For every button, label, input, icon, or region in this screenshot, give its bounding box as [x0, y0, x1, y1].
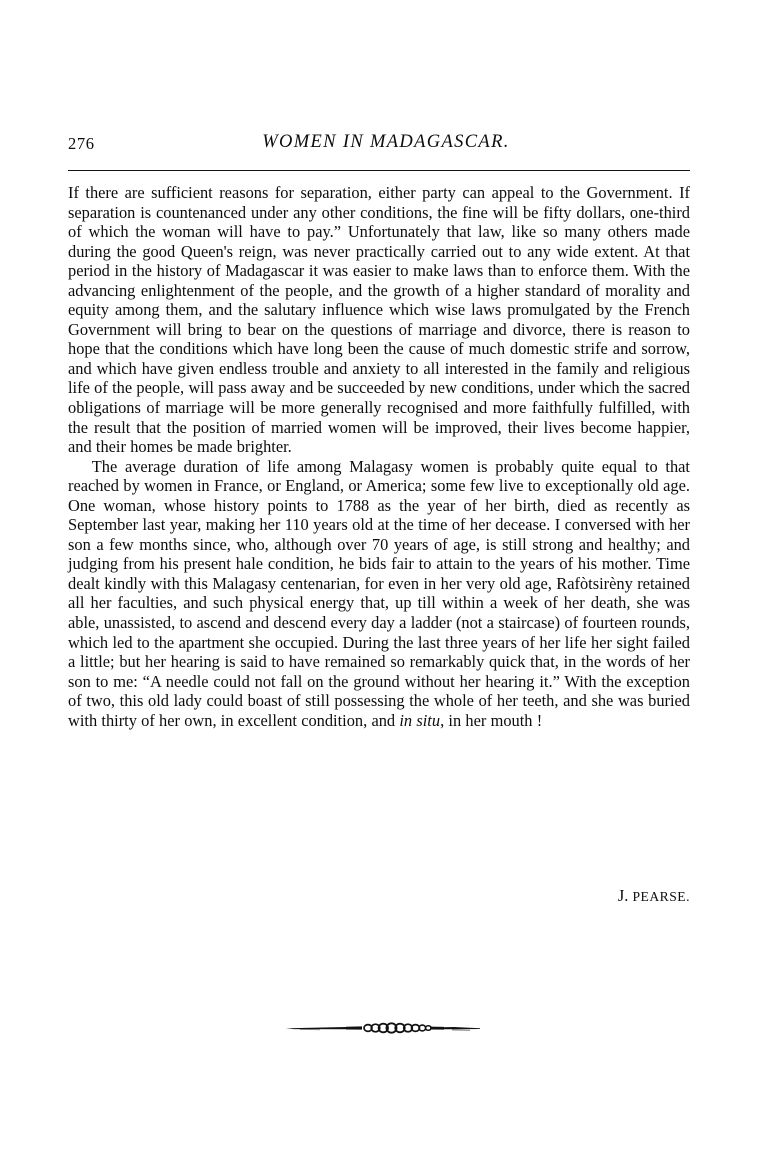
paragraph-second: [68, 457, 690, 731]
running-title: WOMEN IN MADAGASCAR.: [262, 132, 510, 152]
author-signature: [68, 886, 699, 906]
author-initial: J.: [617, 886, 629, 905]
running-head: [68, 132, 690, 158]
header-rule: [68, 170, 690, 171]
tapered-rule-with-beads-icon: [0, 1015, 767, 1041]
page-number: 276: [68, 134, 95, 153]
latin-phrase-in-situ: in situ: [399, 710, 441, 730]
paragraph-second-text-before-italic: The average duration of life among Malagasy women is probably quite equal to that reached by women in France, or England, or America; some few live to exceptionally old age. One woman, whose history points to 1788 as the year of her birth, died as recently as September last year, making her 110 years old at the time of her decease. I conversed with her son a few months since, who, although over 70 years of age, is still strong and healthy; and judging from his present hale condition, he bids fair to attain to the years of his mother. Time dealt kindly with this Malagasy centenarian, for even in her very old age, Rafòtsirèny retained all her faculties, and such physical energy that, up till within a week of her death, she was able, unassisted, to ascend and descend every day a ladder (not a staircase) of fourteen rounds, which led to the apartment she occupied. During the last three years of her life her sight failed a little; but her hearing is said to have remained so remarkably quick that, in the words of her son to me: “A needle could not fall on the ground without her hearing it.” With the exception of two, this old lady could boast of still possessing the whole of her teeth, and she was buried with thirty of her own, in excellent condition, and: [68, 456, 690, 730]
body-text: [68, 183, 690, 730]
paragraph-first: If there are sufficient reasons for separation, either party can appeal to the Government. If separation is countenanced under any other conditions, the fine will be fifty dollars, one-third of which the woman will have to pay.” Unfortunately that law, like so many others made during the good Queen's reign, was never practically carried out to any wide extent. At that period in the history of Madagascar it was easier to make laws than to enforce them. With the advancing enlightenment of the people, and the growth of a higher standard of morality and equity among them, and the salutary influence which wise laws promulgated by the French Government will bring to bear on the questions of marriage and divorce, there is reason to hope that the conditions which have long been the cause of much domestic strife and sorrow, and which have given endless trouble and anxiety to all interested in the family and religious life of the people, will pass away and be succeeded by new conditions, under which the sacred obligations of marriage will be more generally recognised and more faithfully fulfilled, with the result that the position of married women will be improved, their lives become happier, and their homes be made brighter.: [68, 183, 690, 457]
author-surname: PEARSE.: [632, 889, 690, 904]
paragraph-second-text-after-italic: , in her mouth !: [440, 710, 543, 730]
